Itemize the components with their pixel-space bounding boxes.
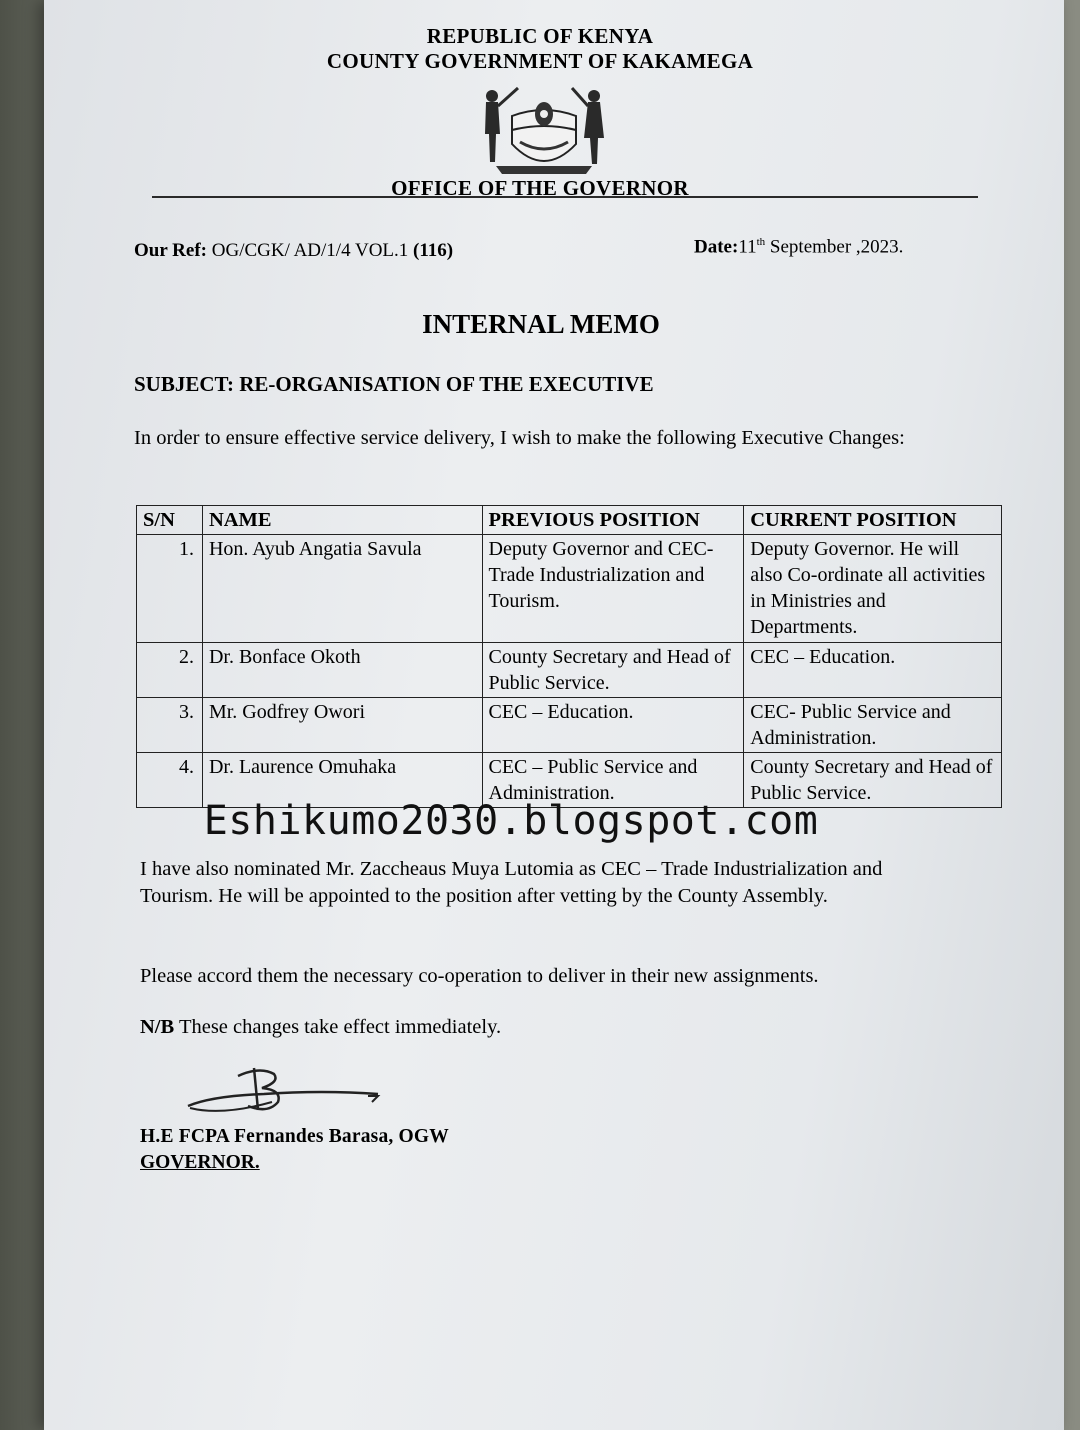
date-suffix: th [756,236,766,248]
row-previous: County Secretary and Head of Public Service. [482,643,744,698]
row-sn: 1. [137,535,203,643]
header-name: NAME [202,506,482,535]
table-row [137,698,1002,753]
header-previous-position: PREVIOUS POSITION [482,506,744,535]
header-office: OFFICE OF THE GOVERNOR [391,176,689,200]
reference-line [134,240,453,262]
memo-subject: SUBJECT: RE-ORGANISATION OF THE EXECUTIVE [134,372,654,396]
header-county: COUNTY GOVERNMENT OF KAKAMEGA [326,49,754,73]
table-header-row [137,506,1002,535]
blog-watermark: Eshikumo2030.blogspot.com [203,798,819,844]
row-sn: 2. [137,643,203,698]
row-current: CEC- Public Service and Administration. [744,698,1002,753]
row-previous: CEC – Education. [482,698,744,753]
date-rest: September ,2023. [769,236,904,258]
memo-title: INTERNAL MEMO [422,309,660,339]
signatory-name: H.E FCPA Fernandes Barasa, OGW [140,1126,449,1147]
header-divider [152,196,978,198]
row-current: CEC – Education. [744,643,1002,698]
signatory-title: GOVERNOR. [140,1152,260,1173]
row-current: Deputy Governor. He will also Co-ordinate all activities in Ministries and Departments. [744,535,1002,643]
date-line [694,236,903,258]
ref-number: (116) [413,240,454,261]
row-current: County Secretary and Head of Public Service. [744,753,1002,808]
row-name: Mr. Godfrey Owori [202,698,482,753]
row-name: Dr. Bonface Okoth [202,643,482,698]
header-sn: S/N [137,506,203,535]
date-day: 11 [738,236,757,258]
executive-changes-table [136,505,1002,808]
header-republic: REPUBLIC OF KENYA [426,24,654,48]
row-sn: 4. [137,753,203,808]
governor-signature [182,1062,402,1122]
row-name: Hon. Ayub Angatia Savula [202,535,482,643]
ref-value: OG/CGK/ AD/1/4 VOL.1 [211,240,409,261]
coat-of-arms-icon [476,82,612,178]
row-sn: 3. [137,698,203,753]
ref-label: Our Ref: [134,240,207,261]
header-current-position: CURRENT POSITION [744,506,1002,535]
table-row [137,535,1002,643]
date-label: Date: [694,236,739,258]
nomination-paragraph: I have also nominated Mr. Zaccheaus Muya Lutomia as CEC – Trade Industrialization and Tourism. He will be appointed to the position after vetting by the County Assembly. [140,858,883,907]
nb-text: These changes take effect immediately. [178,1016,502,1038]
row-previous: CEC – Public Service and Administration. [482,753,744,808]
nb-label: N/B [140,1016,175,1038]
table-row [137,643,1002,698]
intro-paragraph: In order to ensure effective service delivery, I wish to make the following Executive Changes: [134,427,905,449]
nb-line [140,1014,501,1041]
cooperation-paragraph: Please accord them the necessary co-operation to deliver in their new assignments. [140,965,819,987]
row-previous: Deputy Governor and CEC-Trade Industrialization and Tourism. [482,535,744,643]
row-name: Dr. Laurence Omuhaka [202,753,482,808]
